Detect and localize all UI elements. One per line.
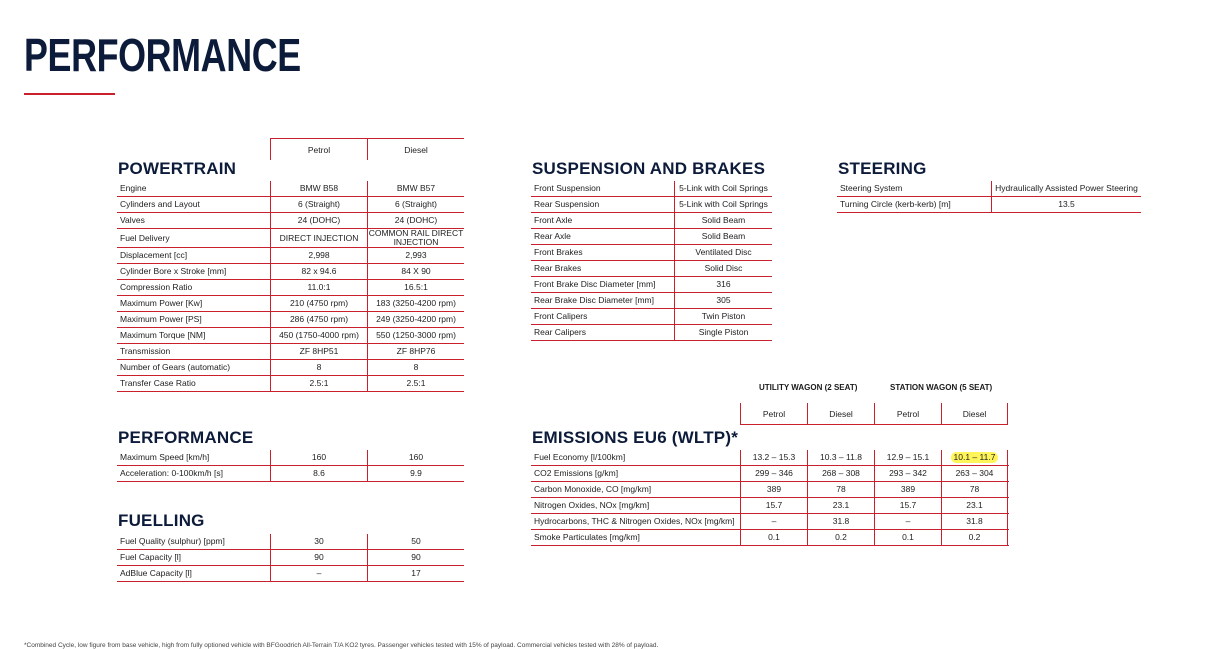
fuelling-table [117, 534, 464, 582]
row-label: Cylinder Bore x Stroke [mm] [120, 266, 227, 276]
cell-text: 78 [969, 484, 980, 494]
row-label: Rear Axle [534, 231, 571, 241]
value-station-diesel [941, 514, 1008, 529]
value-utility-petrol [740, 514, 807, 529]
table-row [531, 277, 772, 293]
value-petrol: 82 x 94.6 [270, 264, 367, 279]
powertrain-column-header [270, 139, 464, 160]
powertrain-table [117, 181, 464, 392]
row-label: Cylinders and Layout [120, 199, 200, 209]
table-row [117, 312, 464, 328]
cell-text: 23.1 [832, 500, 850, 510]
value-station-diesel [941, 498, 1008, 513]
row-label: Nitrogen Oxides, NOx [mg/km] [534, 500, 650, 510]
value-utility-diesel [807, 482, 874, 497]
value-utility-diesel [807, 450, 874, 465]
section-title-emissions: EMISSIONS EU6 (WLTP)* [532, 428, 739, 447]
group-header-station-wagon: STATION WAGON (5 SEAT) [890, 383, 993, 392]
value-utility-diesel [807, 530, 874, 545]
cell-text: 23.1 [966, 500, 983, 510]
value-diesel: 160 [367, 450, 464, 465]
cell-text: – [905, 516, 911, 526]
row-label: Transmission [120, 346, 171, 356]
emissions-column-header [740, 403, 1008, 425]
row-label: Transfer Case Ratio [120, 378, 196, 388]
row-label: Maximum Speed [km/h] [120, 452, 210, 462]
row-label: AdBlue Capacity [l] [120, 568, 192, 578]
row-value: Solid Beam [674, 213, 772, 228]
value-station-petrol [874, 514, 941, 529]
row-label: Front Suspension [534, 183, 601, 193]
performance-table [117, 450, 464, 482]
table-row [531, 261, 772, 277]
row-label: Valves [120, 215, 145, 225]
table-row [117, 280, 464, 296]
value-petrol: 30 [270, 534, 367, 549]
value-diesel: 550 (1250-3000 rpm) [367, 328, 464, 343]
value-diesel: 17 [367, 566, 464, 581]
section-title-suspension: SUSPENSION AND BRAKES [532, 159, 766, 178]
table-row [117, 328, 464, 344]
table-row [117, 344, 464, 360]
value-station-petrol [874, 498, 941, 513]
row-label: Fuel Economy [l/100km] [534, 452, 626, 462]
section-title-performance: PERFORMANCE [118, 428, 254, 447]
table-row [117, 229, 464, 248]
page-title: PERFORMANCE [24, 29, 301, 81]
cell-text: 389 [766, 484, 782, 494]
row-value: 5-Link with Coil Springs [674, 181, 772, 196]
cell-text: – [771, 516, 777, 526]
suspension-table [531, 181, 772, 341]
cell-text: 12.9 – 15.1 [886, 452, 930, 462]
value-petrol: 450 (1750-4000 rpm) [270, 328, 367, 343]
column-header-utility-diesel: Diesel [807, 403, 874, 425]
row-label: Engine [120, 183, 147, 193]
cell-text: 389 [900, 484, 916, 494]
value-diesel: 8 [367, 360, 464, 375]
column-header-petrol: Petrol [270, 139, 367, 160]
row-label: Rear Brakes [534, 263, 582, 273]
cell-text: 78 [836, 484, 846, 494]
cell-text: 0.1 [902, 532, 914, 542]
cell-text: 15.7 [765, 500, 783, 510]
row-value: Twin Piston [674, 309, 772, 324]
column-header-diesel: Diesel [367, 139, 464, 160]
value-petrol: ZF 8HP51 [270, 344, 367, 359]
value-utility-petrol [740, 482, 807, 497]
row-label: Maximum Power [PS] [120, 314, 202, 324]
value-station-diesel [941, 482, 1008, 497]
cell-text: 293 – 342 [889, 468, 927, 478]
table-row [117, 566, 464, 582]
table-row [531, 450, 1009, 466]
value-petrol: 11.0:1 [270, 280, 367, 295]
value-utility-petrol [740, 450, 807, 465]
value-petrol: DIRECT INJECTION [270, 229, 367, 247]
value-petrol: – [270, 566, 367, 581]
table-row [117, 181, 464, 197]
table-row [837, 181, 1141, 197]
section-title-steering: STEERING [838, 159, 927, 178]
value-diesel: 183 (3250-4200 rpm) [367, 296, 464, 311]
value-petrol: 160 [270, 450, 367, 465]
cell-text: 299 – 346 [755, 468, 793, 478]
table-row [531, 309, 772, 325]
row-label: Fuel Delivery [120, 232, 170, 243]
value-utility-diesel [807, 498, 874, 513]
cell-text: 10.3 – 11.8 [820, 452, 862, 462]
value-utility-petrol [740, 466, 807, 481]
value-station-petrol [874, 530, 941, 545]
row-label: Hydrocarbons, THC & Nitrogen Oxides, NOx [mg/km] [534, 516, 735, 526]
group-header-utility-wagon: UTILITY WAGON (2 SEAT) [759, 383, 858, 392]
value-diesel: BMW B57 [367, 181, 464, 196]
row-label: Maximum Power [Kw] [120, 298, 203, 308]
value-utility-petrol [740, 498, 807, 513]
value-station-diesel [941, 466, 1008, 481]
value-petrol: BMW B58 [270, 181, 367, 196]
table-row [531, 498, 1009, 514]
row-label: Rear Brake Disc Diameter [mm] [534, 295, 654, 305]
value-diesel: 249 (3250-4200 rpm) [367, 312, 464, 327]
table-row [531, 325, 772, 341]
table-row [117, 450, 464, 466]
table-row [117, 296, 464, 312]
row-label: Fuel Quality (sulphur) [ppm] [120, 536, 225, 546]
cell-text: 31.8 [966, 516, 983, 526]
row-label: Turning Circle (kerb-kerb) [m] [840, 199, 951, 209]
title-underline [24, 93, 115, 95]
value-station-diesel [941, 530, 1008, 545]
table-row [117, 213, 464, 229]
cell-text: 10.1 – 11.7 [951, 452, 999, 463]
value-petrol: 2,998 [270, 248, 367, 263]
row-label: Front Brake Disc Diameter [mm] [534, 279, 656, 289]
table-row [531, 229, 772, 245]
value-station-petrol [874, 482, 941, 497]
column-header-utility-petrol: Petrol [740, 403, 807, 425]
table-row [117, 376, 464, 392]
value-petrol: 210 (4750 rpm) [270, 296, 367, 311]
table-row [531, 245, 772, 261]
value-station-petrol [874, 466, 941, 481]
row-label: Compression Ratio [120, 282, 193, 292]
value-diesel: 9.9 [367, 466, 464, 481]
row-value: Single Piston [674, 325, 772, 340]
value-utility-diesel [807, 466, 874, 481]
row-label: Number of Gears (automatic) [120, 362, 231, 372]
value-diesel: ZF 8HP76 [367, 344, 464, 359]
value-utility-diesel [807, 514, 874, 529]
row-value: 13.5 [991, 197, 1141, 212]
row-value: Solid Beam [674, 229, 772, 244]
value-diesel: 6 (Straight) [367, 197, 464, 212]
steering-table [837, 181, 1141, 213]
value-diesel: 16.5:1 [367, 280, 464, 295]
cell-text: 0.2 [835, 532, 847, 542]
table-row [531, 466, 1009, 482]
value-petrol: 8.6 [270, 466, 367, 481]
value-diesel: COMMON RAIL DIRECT INJECTION [368, 229, 464, 247]
table-row [531, 181, 772, 197]
value-petrol: 24 (DOHC) [270, 213, 367, 228]
row-value: Solid Disc [674, 261, 772, 276]
column-header-station-diesel: Diesel [941, 403, 1008, 425]
row-value: 305 [674, 293, 772, 308]
row-value: 316 [674, 277, 772, 292]
emissions-table [531, 450, 1009, 546]
cell-text: 15.7 [899, 500, 917, 510]
section-title-powertrain: POWERTRAIN [118, 159, 237, 178]
row-label: Steering System [840, 183, 903, 193]
value-station-diesel [941, 450, 1008, 465]
value-diesel: 84 X 90 [367, 264, 464, 279]
table-row [117, 197, 464, 213]
row-label: Smoke Particulates [mg/km] [534, 532, 640, 542]
table-row [531, 293, 772, 309]
cell-text: 263 – 304 [955, 468, 994, 478]
value-petrol: 8 [270, 360, 367, 375]
table-row [117, 550, 464, 566]
table-row [117, 534, 464, 550]
cell-text: 31.8 [832, 516, 850, 526]
footnote: *Combined Cycle, low figure from base vehicle, high from fully optioned vehicle with BFGoodrich All-Terrain T/A KO2 tyres. Passenger vehicles tested with 15% of payload. Commercial vehicles tested with 28% of payload. [24, 642, 659, 649]
row-label: Fuel Capacity [l] [120, 552, 181, 562]
row-label: Displacement [cc] [120, 250, 188, 260]
row-label: Rear Calipers [534, 327, 586, 337]
cell-text: 0.1 [768, 532, 780, 542]
row-label: Acceleration: 0-100km/h [s] [120, 468, 223, 478]
value-diesel: 2,993 [367, 248, 464, 263]
table-row [531, 213, 772, 229]
row-value: Ventilated Disc [674, 245, 772, 260]
row-label: Front Axle [534, 215, 573, 225]
table-row [117, 466, 464, 482]
table-row [837, 197, 1141, 213]
value-petrol: 6 (Straight) [270, 197, 367, 212]
section-title-fuelling: FUELLING [118, 511, 205, 530]
value-petrol: 286 (4750 rpm) [270, 312, 367, 327]
row-label: Front Calipers [534, 311, 588, 321]
cell-text: 268 – 308 [822, 468, 860, 478]
value-diesel: 24 (DOHC) [367, 213, 464, 228]
table-row [531, 530, 1009, 546]
table-row [531, 514, 1009, 530]
row-label: Rear Suspension [534, 199, 600, 209]
table-row [117, 360, 464, 376]
cell-text: 13.2 – 15.3 [752, 452, 796, 462]
value-diesel: 2.5:1 [367, 376, 464, 391]
value-diesel: 50 [367, 534, 464, 549]
table-row [531, 197, 772, 213]
table-row [117, 248, 464, 264]
value-station-petrol [874, 450, 941, 465]
cell-text: 0.2 [968, 532, 981, 542]
row-value: 5-Link with Coil Springs [674, 197, 772, 212]
table-row [531, 482, 1009, 498]
row-value: Hydraulically Assisted Power Steering [991, 181, 1141, 196]
row-label: Maximum Torque [NM] [120, 330, 206, 340]
row-label: CO2 Emissions [g/km] [534, 468, 619, 478]
value-petrol: 90 [270, 550, 367, 565]
value-petrol: 2.5:1 [270, 376, 367, 391]
column-header-station-petrol: Petrol [874, 403, 941, 425]
table-row [117, 264, 464, 280]
value-diesel: 90 [367, 550, 464, 565]
row-label: Front Brakes [534, 247, 583, 257]
row-label: Carbon Monoxide, CO [mg/km] [534, 484, 652, 494]
value-utility-petrol [740, 530, 807, 545]
